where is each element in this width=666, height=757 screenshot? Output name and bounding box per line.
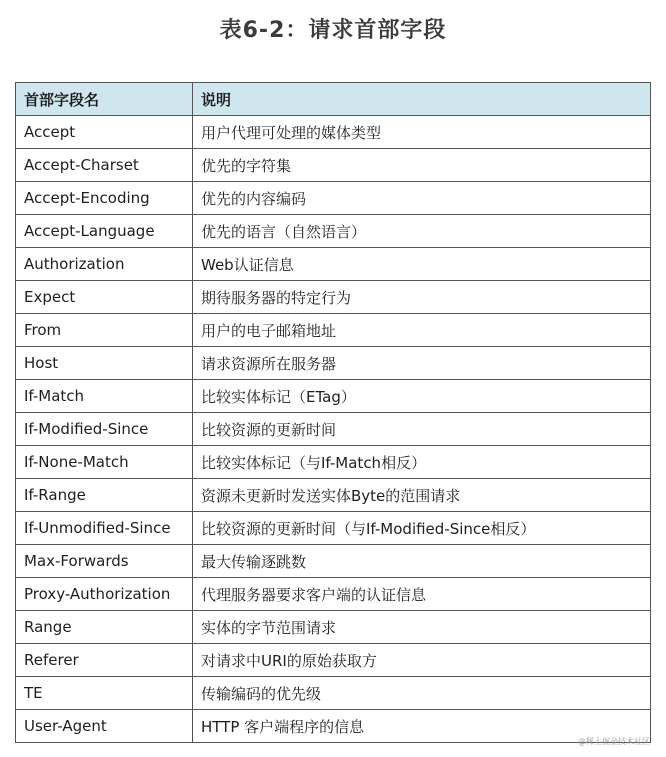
field-name-cell: Accept-Encoding [16,182,193,215]
table-row [16,149,651,182]
table-row [16,677,651,710]
description-cell: 用户代理可处理的媒体类型 [193,116,651,149]
description-cell: 最大传输逐跳数 [193,545,651,578]
field-name-cell: If-Range [16,479,193,512]
table-row [16,215,651,248]
request-header-fields-table [15,82,651,743]
table-row [16,248,651,281]
table-row [16,380,651,413]
table-row [16,710,651,743]
field-name-cell: Host [16,347,193,380]
table-row [16,545,651,578]
description-cell: 请求资源所在服务器 [193,347,651,380]
field-name-cell: If-Match [16,380,193,413]
field-name-cell: Proxy-Authorization [16,578,193,611]
table-row [16,512,651,545]
table-row [16,446,651,479]
table-row [16,347,651,380]
field-name-cell: If-Unmodified-Since [16,512,193,545]
description-cell: 比较实体标记（与If-Match相反） [193,446,651,479]
table-row [16,578,651,611]
description-cell: 优先的语言（自然语言） [193,215,651,248]
field-name-cell: Authorization [16,248,193,281]
watermark: @稀土掘金技术社区 [578,737,650,746]
table-row [16,479,651,512]
description-cell: Web认证信息 [193,248,651,281]
description-cell: 用户的电子邮箱地址 [193,314,651,347]
description-cell: 比较实体标记（ETag） [193,380,651,413]
description-cell: 比较资源的更新时间（与If-Modified-Since相反） [193,512,651,545]
field-name-cell: Accept-Charset [16,149,193,182]
table-row [16,281,651,314]
table-row [16,644,651,677]
field-name-cell: If-None-Match [16,446,193,479]
table-row [16,182,651,215]
field-name-cell: Accept [16,116,193,149]
column-header-field-name: 首部字段名 [16,83,193,116]
description-cell: 代理服务器要求客户端的认证信息 [193,578,651,611]
column-header-description: 说明 [193,83,651,116]
description-cell: HTTP 客户端程序的信息 [193,710,651,743]
field-name-cell: Accept-Language [16,215,193,248]
page-title: 表6-2：请求首部字段 [219,18,447,43]
field-name-cell: User-Agent [16,710,193,743]
description-cell: 传输编码的优先级 [193,677,651,710]
table-row [16,611,651,644]
description-cell: 优先的内容编码 [193,182,651,215]
description-cell: 实体的字节范围请求 [193,611,651,644]
description-cell: 资源未更新时发送实体Byte的范围请求 [193,479,651,512]
field-name-cell: Referer [16,644,193,677]
description-cell: 比较资源的更新时间 [193,413,651,446]
field-name-cell: From [16,314,193,347]
field-name-cell: TE [16,677,193,710]
table-row [16,314,651,347]
description-cell: 优先的字符集 [193,149,651,182]
table-header-row [16,83,651,116]
field-name-cell: Expect [16,281,193,314]
table-row [16,413,651,446]
field-name-cell: Range [16,611,193,644]
field-name-cell: Max-Forwards [16,545,193,578]
description-cell: 期待服务器的特定行为 [193,281,651,314]
description-cell: 对请求中URI的原始获取方 [193,644,651,677]
field-name-cell: If-Modified-Since [16,413,193,446]
table-row [16,116,651,149]
